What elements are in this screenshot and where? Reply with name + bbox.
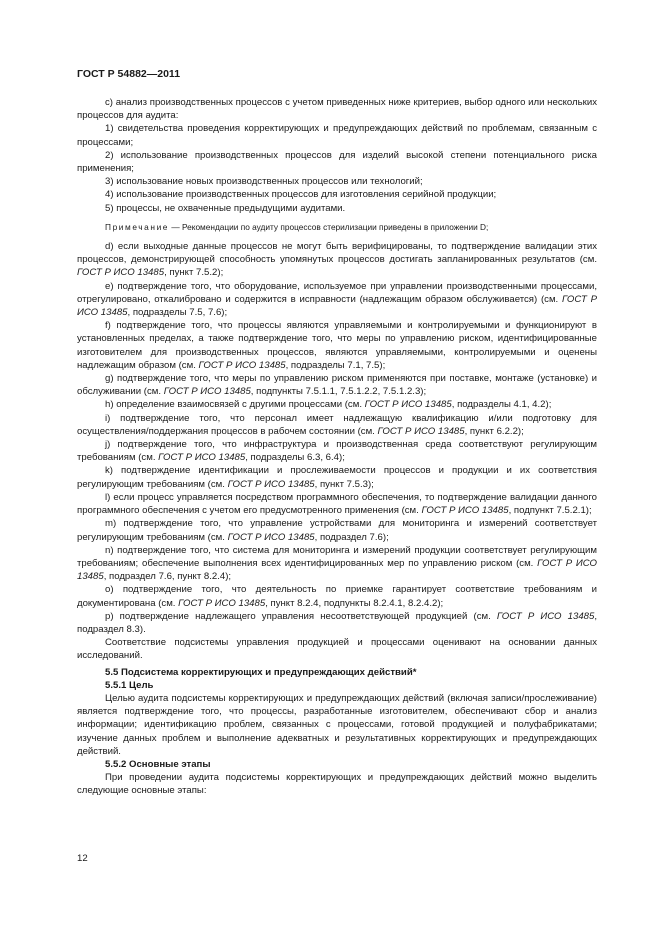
section-heading-5-5-2: 5.5.2 Основные этапы <box>105 758 211 770</box>
page-content <box>77 96 597 798</box>
list-item: i) подтверждение того, что персонал имеет надлежащую квалификацию и/или подготовку для осуществления/поддержания процессов в рабочем состоянии (см. ГОСТ Р ИСО 13485, пункт 6.2.2); <box>77 412 597 437</box>
paragraph: 5) процессы, не охваченные предыдущими аудитами. <box>105 202 346 214</box>
list-item: f) подтверждение того, что процессы являются управляемыми и контролируемыми и функционируют в установленных пределах, а также подтверждение того, что меры по управлению риском, идентифицированные изготовителем для производственных процессов, являются управляемыми, контролируемыми и оценены надлежащим образом (см. ГОСТ Р ИСО 13485, подразделы 7.1, 7.5); <box>77 320 597 371</box>
section-heading-5-5: 5.5 Подсистема корректирующих и предупреждающих действий* <box>105 666 417 678</box>
list-item: k) подтверждение идентификации и прослеживаемости процессов и продукции и их соответствия регулирующим требованиям (см. ГОСТ Р ИСО 13485, пункт 7.5.3); <box>77 465 597 490</box>
section-heading-5-5-1: 5.5.1 Цель <box>105 679 154 691</box>
list-item: g) подтверждение того, что меры по управлению риском применяются при поставке, монтаже (установке) и обслуживании (см. ГОСТ Р ИСО 13485, подпункты 7.5.1.1, 7.5.1.2.2, 7.5.1.2.3); <box>77 373 597 398</box>
list-item: j) подтверждение того, что инфраструктура и производственная среда соответствуют регулирующим требованиям (см. ГОСТ Р ИСО 13485, подразделы 6.3, 6.4); <box>77 439 597 464</box>
list-item: o) подтверждение того, что деятельность по приемке гарантирует соответствие требованиям и документирована (см. ГОСТ Р ИСО 13485, пункт 8.2.4, подпункты 8.2.4.1, 8.2.4.2); <box>77 584 597 609</box>
note-text: — Рекомендации по аудиту процессов стерилизации приведены в приложении D; <box>169 221 489 232</box>
paragraph: c) анализ производственных процессов с учетом приведенных ниже критериев, выбор одного или нескольких процессов для аудита: <box>77 97 597 122</box>
paragraph: 3) использование новых производственных процессов или технологий; <box>105 176 423 188</box>
paragraph: 1) свидетельства проведения корректирующих и предупреждающих действий по проблемам, связанным с процессами; <box>77 123 597 148</box>
note-label: Примечание <box>105 221 170 232</box>
section-5-5-1-text: Целью аудита подсистемы корректирующих и предупреждающих действий (включая записи/прослеживание) является подтверждение того, что процессы, разработанные изготовителем, обеспечивают сбор и анализ информации; идентификацию проблем, связанных с процессами, готовой продукцией и полуфабрикатами; изучение данных проблем и выполнение адекватных и результативных корректирующих и предупреждающих действий. <box>77 692 597 757</box>
note <box>77 221 597 234</box>
list-item: l) если процесс управляется посредством программного обеспечения, то подтверждение валидации данного программного обеспечения с учетом его предусмотренного применения (см. ГОСТ Р ИСО 13485, подпункт 7.5.2.1); <box>77 491 597 517</box>
list-item: n) подтверждение того, что система для мониторинга и измерений продукции соответствует регулирующим требованиям; обеспечение выполнения всех идентифицированных мер по управлению риском (см. ГОСТ Р ИСО 13485, подраздел 7.6, пункт 8.2.4); <box>77 544 597 583</box>
list-item: d) если выходные данные процессов не могут быть верифицированы, то подтверждение валидации этих процессов, демонстрирующей способность упомянутых процессов достигать запланированных результатов (см. ГОСТ Р ИСО 13485, пункт 7.5.2); <box>77 241 597 279</box>
paragraph: 4) использование производственных процессов для изготовления серийной продукции; <box>105 189 497 201</box>
list-item: m) подтверждение того, что управление устройствами для мониторинга и измерений соответствует регулирующим требованиям (см. ГОСТ Р ИСО 13485, подраздел 7.6); <box>77 518 597 543</box>
section-5-5-2-text: При проведении аудита подсистемы корректирующих и предупреждающих действий можно выделить следующие основные этапы: <box>77 772 597 797</box>
paragraph: 2) использование производственных процессов для изделий высокой степени потенциального риска применения; <box>77 149 597 175</box>
list-item: e) подтверждение того, что оборудование, используемое при управлении производственными процессами, отрегулировано, откалибровано и содержится в исправности (надлежащим образом обслуживается) (см. ГОСТ Р ИСО 13485, подразделы 7.5, 7.6); <box>77 280 597 319</box>
list-item: p) подтверждение надлежащего управления несоответствующей продукцией (см. ГОСТ Р ИСО 13485, подраздел 8.3). <box>77 610 597 635</box>
conclusion-paragraph: Соответствие подсистемы управления продукцией и процессами оценивают на основании данных исследований. <box>77 637 597 662</box>
document-header: ГОСТ Р 54882—2011 <box>77 68 181 80</box>
page-number: 12 <box>77 853 88 864</box>
list-item: h) определение взаимосвязей с другими процессами (см. ГОСТ Р ИСО 13485, подразделы 4.1, 4.2); <box>105 399 552 411</box>
